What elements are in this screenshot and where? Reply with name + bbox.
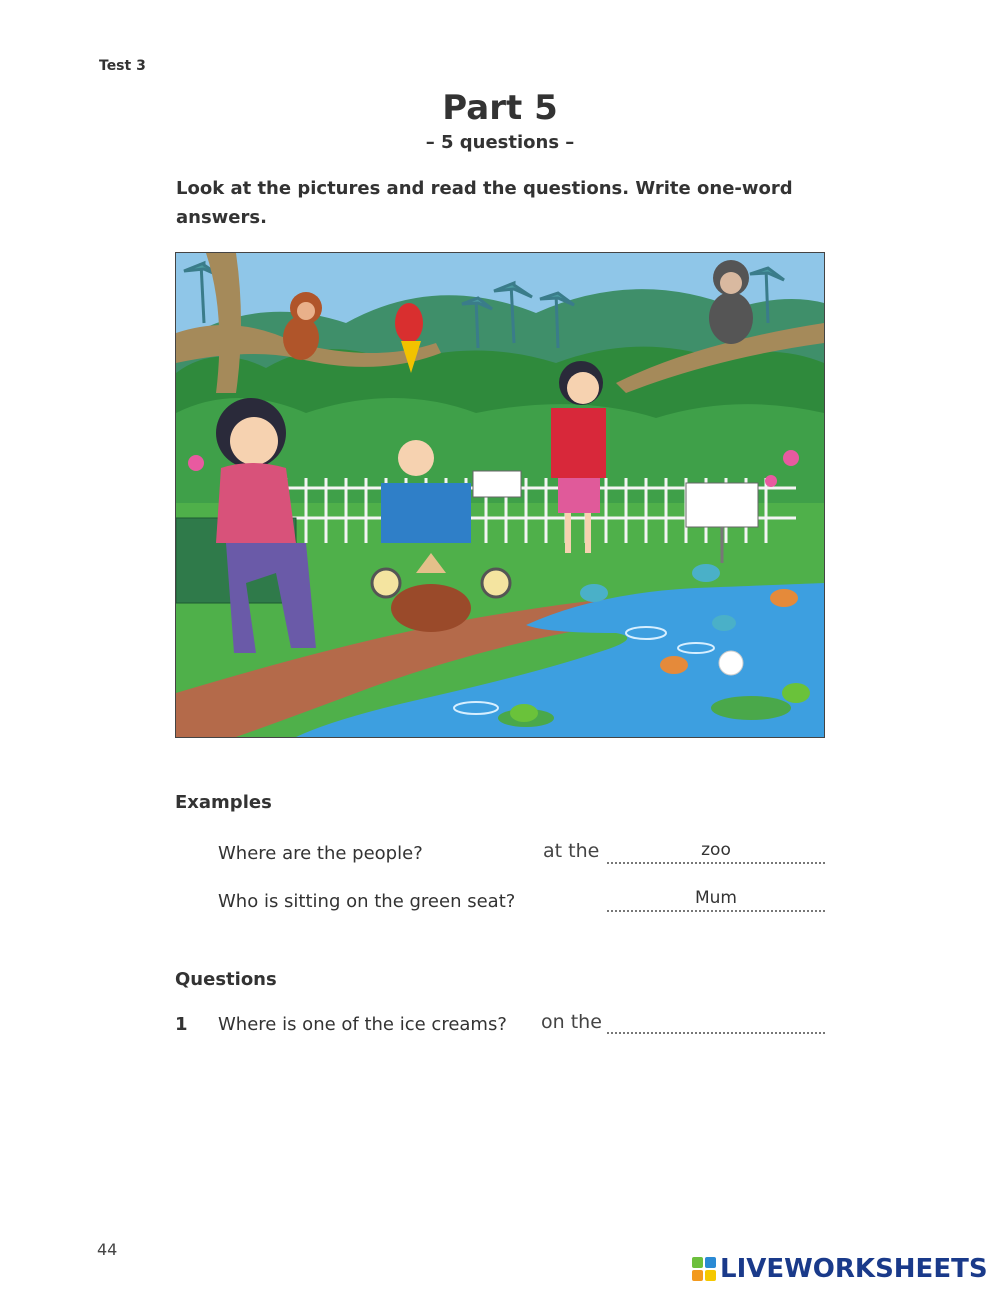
example-answer-line-2 [607,888,825,912]
example-question-2: Who is sitting on the green seat? [218,891,516,912]
example-prefix-1: at the [543,840,600,862]
zoo-scene-svg [176,253,824,737]
question-prefix-1: on the [541,1011,602,1033]
example-answer-1: zoo [701,840,731,860]
test-label: Test 3 [99,58,146,74]
instructions: Look at the pictures and read the questions. Write one-word answers. [176,178,793,228]
zoo-illustration [175,252,825,738]
example-answer-line-1 [607,840,825,864]
examples-heading: Examples [175,792,272,813]
questions-heading: Questions [175,969,277,990]
liveworksheets-logo [692,1254,988,1284]
part-subtitle: – 5 questions – [425,132,575,153]
answer-input-1[interactable] [607,1010,825,1034]
logo-grid-icon [692,1257,716,1281]
example-question-1: Where are the people? [218,843,423,864]
question-1: Where is one of the ice creams? [218,1014,507,1035]
part-title: Part 5 [442,88,558,128]
page-number: 44 [97,1240,118,1259]
brand-name: LIVEWORKSHEETS [720,1254,988,1284]
example-answer-2: Mum [694,888,737,908]
question-number-1: 1 [175,1014,188,1035]
